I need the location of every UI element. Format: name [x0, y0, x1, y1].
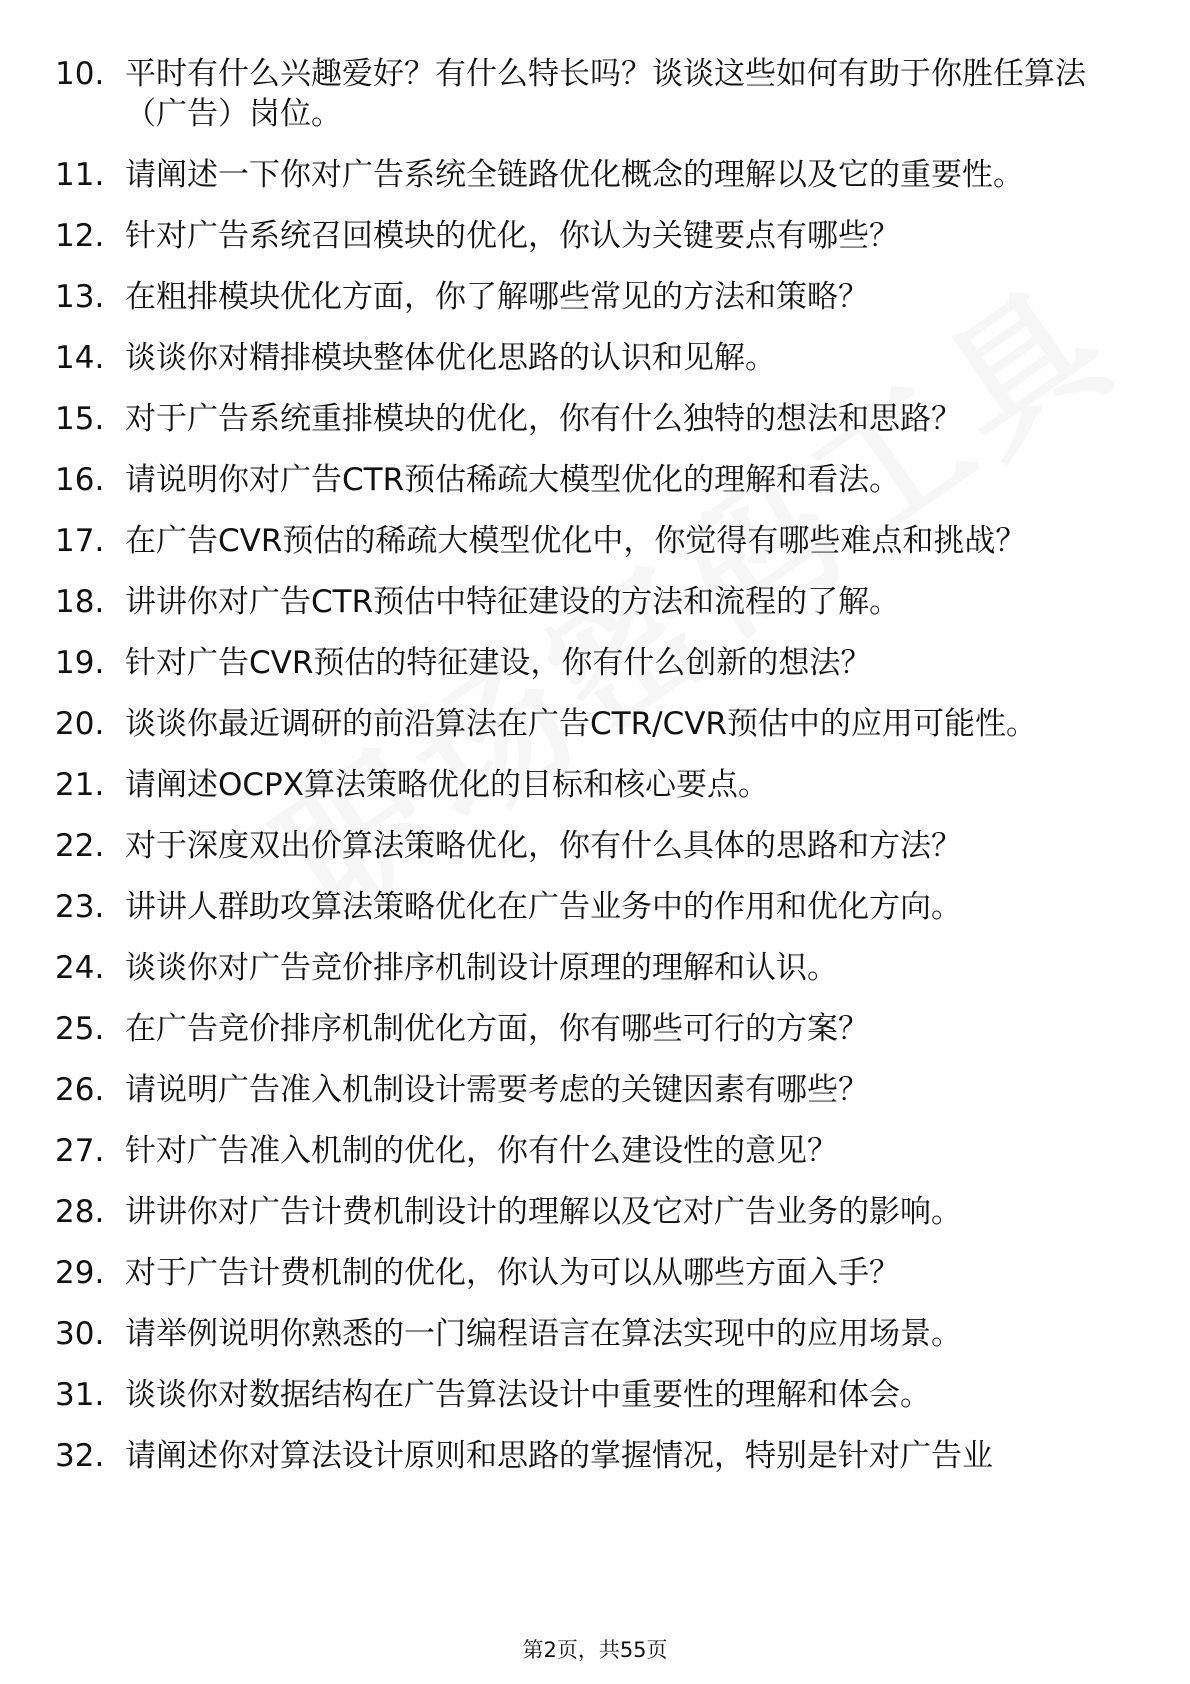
question-number: 25. — [55, 1011, 105, 1047]
question-text: 请阐述OCPX算法策略优化的目标和核心要点。 — [125, 767, 769, 803]
list-item — [55, 1009, 1135, 1049]
question-number: 26. — [55, 1072, 105, 1108]
question-number: 15. — [55, 401, 105, 437]
list-item — [55, 582, 1135, 622]
question-text: 谈谈你对广告竞价排序机制设计原理的理解和认识。 — [125, 950, 838, 986]
question-text: 针对广告CVR预估的特征建设，你有什么创新的想法？ — [125, 645, 872, 681]
question-number: 20. — [55, 706, 105, 742]
question-text: 谈谈你最近调研的前沿算法在广告CTR/CVR预估中的应用可能性。 — [125, 706, 1037, 742]
question-number: 23. — [55, 889, 105, 925]
list-item — [55, 460, 1135, 500]
list-item — [55, 1192, 1135, 1232]
question-number: 27. — [55, 1133, 105, 1169]
list-item — [55, 1253, 1135, 1293]
question-number: 21. — [55, 767, 105, 803]
list-item — [55, 216, 1135, 256]
list-item — [55, 1070, 1135, 1110]
list-item — [55, 54, 1135, 134]
question-text: 在粗排模块优化方面，你了解哪些常见的方法和策略？ — [125, 279, 869, 315]
list-item — [55, 887, 1135, 927]
question-number: 19. — [55, 645, 105, 681]
list-item — [55, 1375, 1135, 1415]
question-number: 10. — [55, 56, 105, 92]
question-text: 谈谈你对精排模块整体优化思路的认识和见解。 — [125, 340, 776, 376]
question-number: 11. — [55, 157, 105, 193]
question-list — [55, 54, 1135, 1497]
question-text: 对于广告计费机制的优化，你认为可以从哪些方面入手？ — [125, 1255, 900, 1291]
question-text: 请阐述一下你对广告系统全链路优化概念的理解以及它的重要性。 — [125, 157, 1024, 193]
list-item — [55, 277, 1135, 317]
question-number: 13. — [55, 279, 105, 315]
question-text: 谈谈你对数据结构在广告算法设计中重要性的理解和体会。 — [125, 1377, 931, 1413]
question-number: 12. — [55, 218, 105, 254]
question-text: 对于广告系统重排模块的优化，你有什么独特的想法和思路？ — [125, 401, 962, 437]
question-number: 29. — [55, 1255, 105, 1291]
question-number: 22. — [55, 828, 105, 864]
list-item — [55, 155, 1135, 195]
page-footer: 第2页，共55页 — [522, 1638, 668, 1662]
list-item — [55, 1314, 1135, 1354]
question-number: 28. — [55, 1194, 105, 1230]
list-item — [55, 948, 1135, 988]
question-number: 17. — [55, 523, 105, 559]
question-text: 对于深度双出价算法策略优化，你有什么具体的思路和方法？ — [125, 828, 962, 864]
question-text: 在广告CVR预估的稀疏大模型优化中，你觉得有哪些难点和挑战？ — [125, 523, 1027, 559]
question-text: 请说明广告准入机制设计需要考虑的关键因素有哪些？ — [125, 1072, 869, 1108]
question-text: 讲讲你对广告CTR预估中特征建设的方法和流程的了解。 — [125, 584, 901, 620]
list-item — [55, 521, 1135, 561]
list-item — [55, 399, 1135, 439]
question-text: 针对广告系统召回模块的优化，你认为关键要点有哪些？ — [125, 218, 900, 254]
list-item — [55, 704, 1135, 744]
list-item — [55, 765, 1135, 805]
question-number: 30. — [55, 1316, 105, 1352]
list-item — [55, 643, 1135, 683]
question-text: 在广告竞价排序机制优化方面，你有哪些可行的方案？ — [125, 1011, 869, 1047]
question-text: 讲讲人群助攻算法策略优化在广告业务中的作用和优化方向。 — [125, 889, 962, 925]
question-text: 请阐述你对算法设计原则和思路的掌握情况，特别是针对广告业 — [125, 1438, 993, 1474]
question-number: 24. — [55, 950, 105, 986]
question-text: 请说明你对广告CTR预估稀疏大模型优化的理解和看法。 — [125, 462, 901, 498]
question-number: 14. — [55, 340, 105, 376]
question-text: 请举例说明你熟悉的一门编程语言在算法实现中的应用场景。 — [125, 1316, 962, 1352]
question-number: 16. — [55, 462, 105, 498]
question-text: 针对广告准入机制的优化，你有什么建设性的意见？ — [125, 1133, 838, 1169]
list-item — [55, 338, 1135, 378]
question-number: 31. — [55, 1377, 105, 1413]
question-number: 18. — [55, 584, 105, 620]
question-text: 平时有什么兴趣爱好？有什么特长吗？谈谈这些如何有助于你胜任算法（广告）岗位。 — [125, 56, 1086, 132]
question-text: 讲讲你对广告计费机制设计的理解以及它对广告业务的影响。 — [125, 1194, 962, 1230]
list-item — [55, 1131, 1135, 1171]
list-item — [55, 1436, 1135, 1476]
question-number: 32. — [55, 1438, 105, 1474]
list-item — [55, 826, 1135, 866]
